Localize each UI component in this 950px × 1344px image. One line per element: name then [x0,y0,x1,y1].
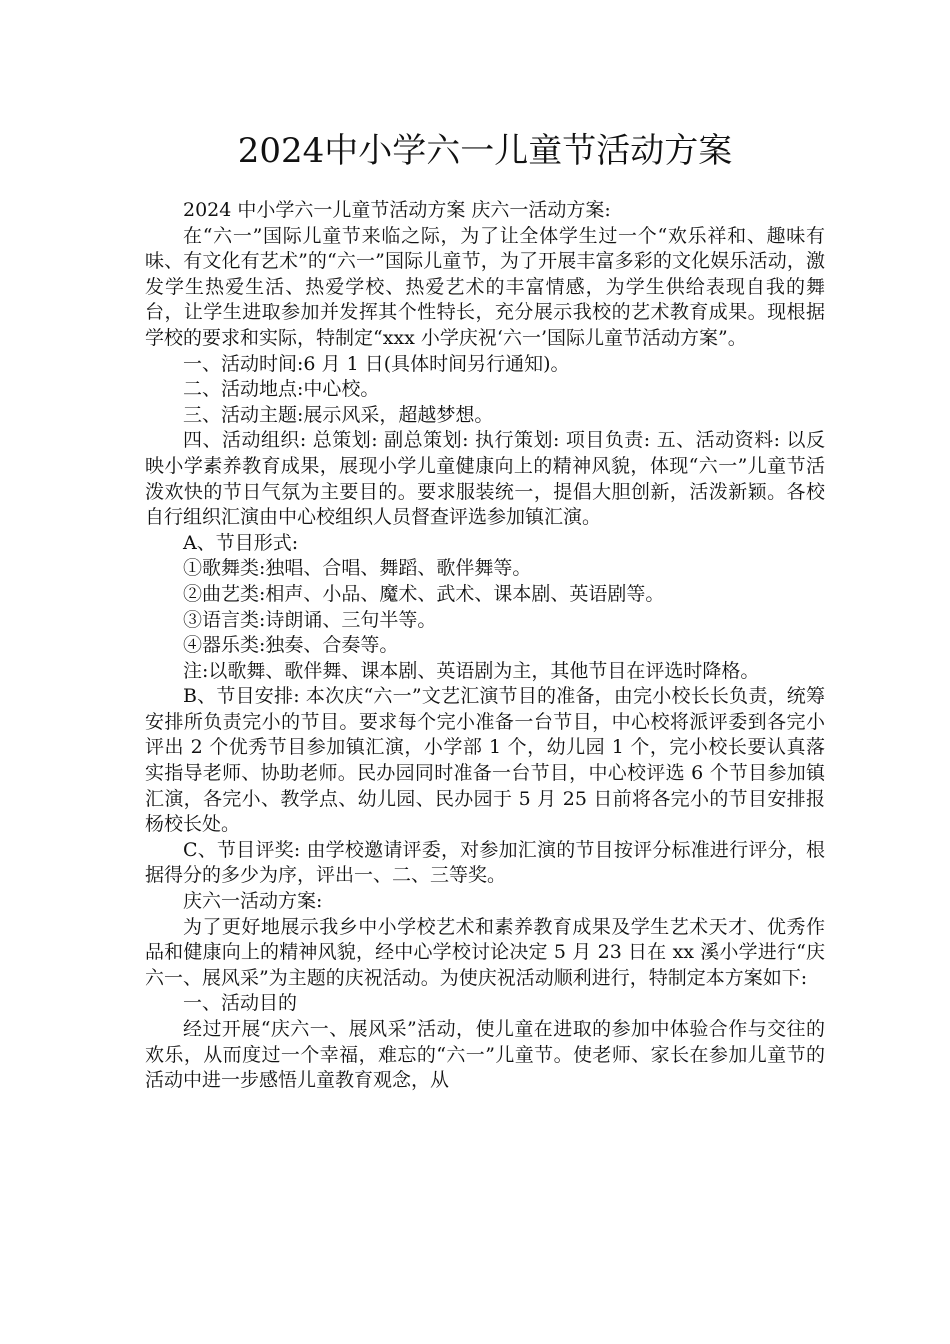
paragraph: 为了更好地展示我乡中小学校艺术和素养教育成果及学生艺术天才、优秀作品和健康向上的精神风貌，经中心学校讨论决定 5 月 23 日在 xx 溪小学进行“庆六一、展风采”为主题的庆祝活动。为使庆祝活动顺利进行，特制定本方案如下: [145,915,825,989]
paragraph: 一、活动目的 [183,992,298,1015]
paragraph: 二、活动地点:中心校。 [183,378,380,401]
document-page [145,128,825,1094]
paragraph: B、节目安排: 本次庆“六一”文艺汇演节目的准备，由完小校长长负责，统筹安排所负责完小的节目。要求每个完小准备一台节目，中心校将派评委到各完小评出 2 个优秀节目参加镇汇演，小学部 1 个，幼儿园 1 个，完小校长要认真落实指导老师、协助老师。民办园同时准备一台节目，中心校评选 6 个节目参加镇汇演，各完小、教学点、幼儿园、民办园于 5 月 25 日前将各完小的节目安排报杨校长处。 [145,685,825,836]
paragraph: ④器乐类:独奏、合奏等。 [183,634,399,657]
paragraph: C、节目评奖: 由学校邀请评委，对参加汇演的节目按评分标准进行评分，根据得分的多少为序，评出一、二、三等奖。 [145,838,825,887]
paragraph: ②曲艺类:相声、小品、魔术、武术、课本剧、英语剧等。 [183,582,665,605]
document-title: 2024中小学六一儿童节活动方案 [237,131,733,171]
paragraph: 一、活动时间:6 月 1 日(具体时间另行通知)。 [183,352,570,375]
paragraph: ①歌舞类:独唱、合唱、舞蹈、歌伴舞等。 [183,557,532,580]
paragraph: 在“六一”国际儿童节来临之际，为了让全体学生过一个“欢乐祥和、趣味有味、有文化有艺术”的“六一”国际儿童节，为了开展丰富多彩的文化娱乐活动，激发学生热爱生活、热爱学校、热爱艺术的丰富情感，为学生供给表现自我的舞台，让学生进取参加并发挥其个性特长，充分展示我校的艺术教育成果。现根据学校的要求和实际，特制定“xxx 小学庆祝‘六一’国际儿童节活动方案”。 [145,224,825,349]
paragraph: A、节目形式: [183,531,299,554]
document-body [145,198,825,1094]
paragraph: 四、活动组织: 总策划: 副总策划: 执行策划: 项目负责: 五、活动资料: 以反映小学素养教育成果，展现小学儿童健康向上的精神风貌，体现“六一”儿童节活泼欢快的节日气氛为主要目的。要求服装统一，提倡大胆创新，活泼新颖。各校自行组织汇演由中心校组织人员督查评选参加镇汇演。 [145,429,825,529]
paragraph: 三、活动主题:展示风采，超越梦想。 [183,403,494,426]
paragraph: 注:以歌舞、歌伴舞、课本剧、英语剧为主，其他节目在评选时降格。 [183,659,760,682]
paragraph: 庆六一活动方案: [183,890,323,913]
paragraph: ③语言类:诗朗诵、三句半等。 [183,608,437,631]
paragraph: 2024 中小学六一儿童节活动方案 庆六一活动方案: [183,199,611,221]
paragraph: 经过开展“庆六一、展风采”活动，使儿童在进取的参加中体验合作与交往的欢乐，从而度过一个幸福，难忘的“六一”儿童节。使老师、家长在参加儿童节的活动中进一步感悟儿童教育观念，从 [145,1018,825,1092]
